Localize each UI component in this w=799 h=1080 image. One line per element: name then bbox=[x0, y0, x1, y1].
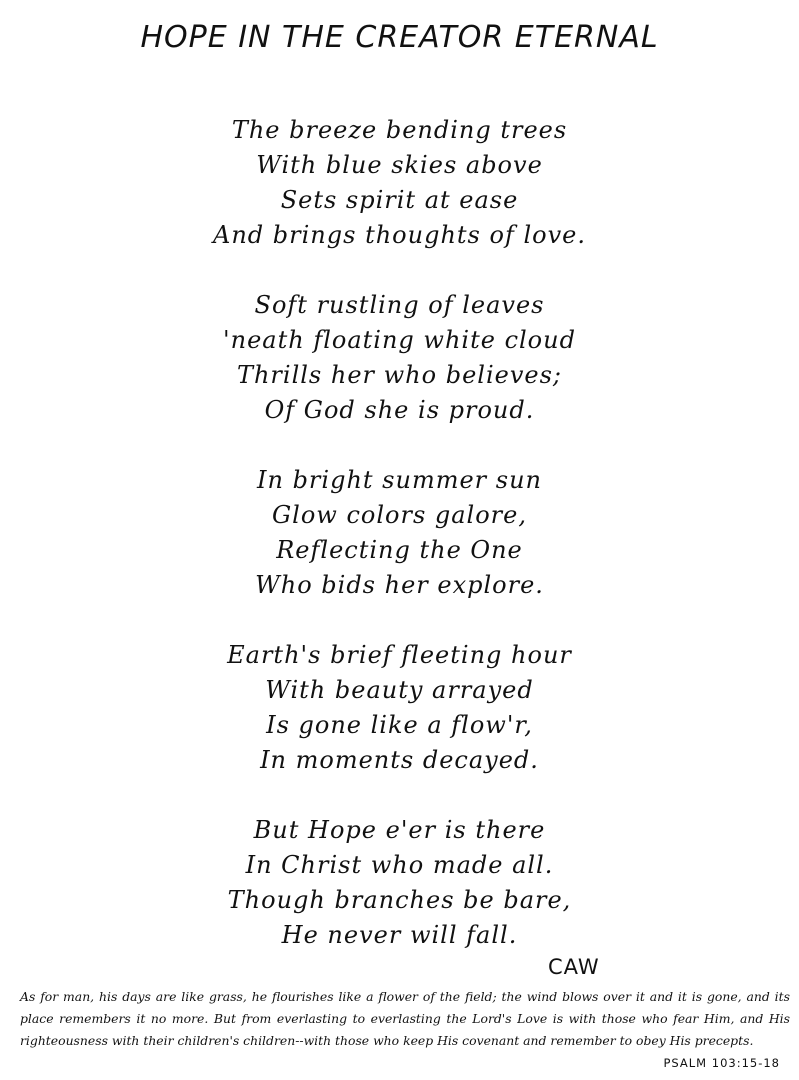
poem-line: But Hope e'er is there bbox=[253, 816, 546, 844]
poem-line: Earth's brief fleeting hour bbox=[227, 641, 572, 669]
stanza-5 bbox=[0, 813, 799, 953]
poem-line: Of God she is proud. bbox=[264, 396, 535, 424]
stanza-2 bbox=[0, 288, 799, 428]
poem-line: Thrills her who believes; bbox=[236, 361, 563, 389]
poem-line: Reflecting the One bbox=[276, 536, 523, 564]
stanza-4 bbox=[0, 638, 799, 778]
poem-line: The breeze bending trees bbox=[231, 116, 568, 144]
poem-line: Who bids her explore. bbox=[255, 571, 544, 599]
poem-body bbox=[0, 113, 799, 988]
poem-line: And brings thoughts of love. bbox=[213, 221, 586, 249]
poem-line: Glow colors galore, bbox=[271, 501, 527, 529]
poem-line: With beauty arrayed bbox=[265, 676, 534, 704]
poem-title: HOPE IN THE CREATOR ETERNAL bbox=[140, 20, 659, 55]
poem-line: In moments decayed. bbox=[260, 746, 539, 774]
poem-line: Though branches be bare, bbox=[227, 886, 572, 914]
scripture-footer bbox=[20, 986, 790, 1074]
poem-line: 'neath floating white cloud bbox=[223, 326, 576, 354]
poem-line: With blue skies above bbox=[256, 151, 543, 179]
stanza-3 bbox=[0, 463, 799, 603]
author-initials: CAW bbox=[548, 955, 600, 979]
poem-line: Is gone like a flow'r, bbox=[266, 711, 533, 739]
poem-line: In Christ who made all. bbox=[245, 851, 554, 879]
stanza-1 bbox=[0, 113, 799, 253]
poem-line: In bright summer sun bbox=[257, 466, 542, 494]
scripture-reference: PSALM 103:15-18 bbox=[663, 1056, 780, 1070]
scripture-text: As for man, his days are like grass, he flourishes like a flower of the field; the wind blows over it and it is gone, and its place remembers it no more. But from everlasting to everlasting the Lord's Love is with those who fear Him, and His righteousness with their children's children--with those who keep His covenant and remember to obey His precepts. bbox=[20, 989, 790, 1048]
poem-line: Sets spirit at ease bbox=[280, 186, 519, 214]
poem-line: Soft rustling of leaves bbox=[254, 291, 545, 319]
poem-line: He never will fall. bbox=[281, 921, 518, 949]
